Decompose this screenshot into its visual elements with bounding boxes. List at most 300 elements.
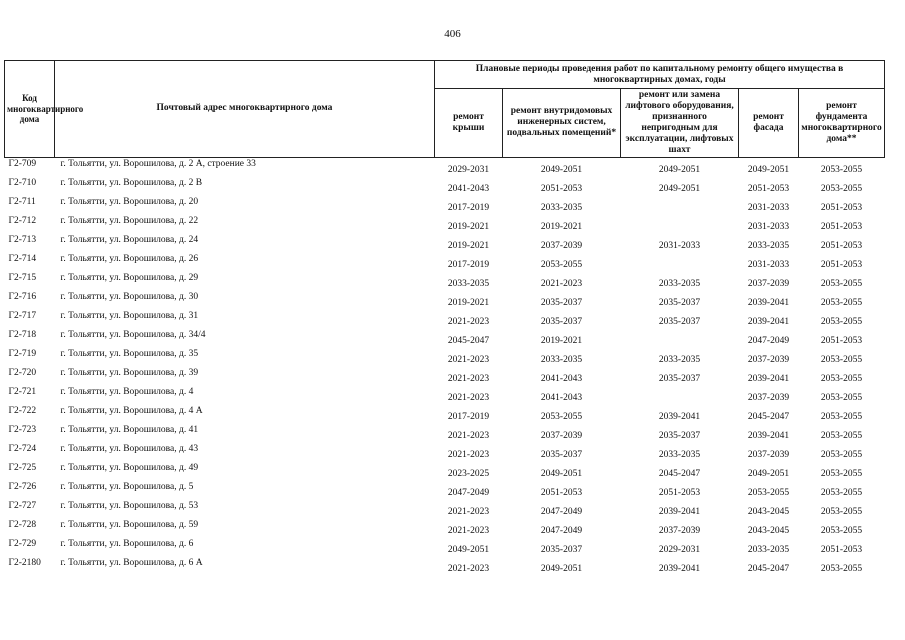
row-address-text: г. Тольятти, ул. Ворошилова, д. 5 [60,482,194,493]
row-facade-text: 2049-2051 [747,165,790,176]
row-code-text: Г2-719 [8,349,37,360]
row-roof [435,405,503,424]
row-code [5,538,55,557]
row-code-text: Г2-724 [8,444,37,455]
row-facade [739,157,799,177]
row-address-text: г. Тольятти, ул. Ворошилова, д. 43 [60,444,199,455]
row-elevator-text: 2031-2033 [658,241,701,252]
row-engineering [503,291,621,310]
row-foundation-text: 2053-2055 [820,469,863,480]
row-elevator [621,386,739,405]
row-address-text: г. Тольятти, ул. Ворошилова, д. 6 А [60,558,203,569]
row-address [55,157,435,177]
row-engineering [503,443,621,462]
row-roof [435,215,503,234]
row-address [55,177,435,196]
repair-schedule-table [4,60,885,576]
row-facade-text: 2037-2039 [747,355,790,366]
row-address-text: г. Тольятти, ул. Ворошилова, д. 30 [60,292,199,303]
table-row [5,405,885,424]
row-foundation-text: 2053-2055 [820,526,863,537]
row-facade-text: 2049-2051 [747,469,790,480]
row-elevator [621,500,739,519]
row-elevator [621,443,739,462]
row-address [55,386,435,405]
row-roof-text: 2047-2049 [447,488,490,499]
row-address-text: г. Тольятти, ул. Ворошилова, д. 31 [60,311,199,322]
row-engineering [503,481,621,500]
row-elevator [621,310,739,329]
row-elevator-text: 2035-2037 [658,431,701,442]
row-foundation [799,234,885,253]
table-row [5,253,885,272]
row-address [55,519,435,538]
row-foundation-text: 2053-2055 [820,488,863,499]
row-facade-text: 2037-2039 [747,450,790,461]
row-engineering-text: 2035-2037 [540,450,583,461]
row-address-text: г. Тольятти, ул. Ворошилова, д. 59 [60,520,199,531]
row-address [55,272,435,291]
row-foundation [799,177,885,196]
row-elevator [621,481,739,500]
row-code [5,500,55,519]
row-elevator-text: 2045-2047 [658,469,701,480]
row-engineering-text: 2047-2049 [540,507,583,518]
row-code [5,462,55,481]
row-address [55,481,435,500]
row-address-text: г. Тольятти, ул. Ворошилова, д. 20 [60,197,199,208]
row-address [55,253,435,272]
row-foundation [799,386,885,405]
row-engineering [503,272,621,291]
row-roof-text: 2017-2019 [447,260,490,271]
row-roof [435,367,503,386]
row-engineering-text: 2037-2039 [540,241,583,252]
row-roof-text: 2021-2023 [447,355,490,366]
row-roof [435,519,503,538]
row-elevator-text: 2033-2035 [658,355,701,366]
row-code [5,386,55,405]
row-foundation-text: 2051-2053 [820,241,863,252]
table-row [5,310,885,329]
header-elevator: ремонт или замена лифтового оборудования, признанного непригодным для эксплуатации, лифтовых шахт [621,89,739,158]
row-engineering-text: 2051-2053 [540,184,583,195]
row-roof-text: 2019-2021 [447,222,490,233]
row-address [55,424,435,443]
row-code-text: Г2-721 [8,387,37,398]
table-row [5,291,885,310]
table-row [5,500,885,519]
row-address-text: г. Тольятти, ул. Ворошилова, д. 4 [60,387,194,398]
row-facade [739,462,799,481]
row-facade [739,215,799,234]
row-facade [739,348,799,367]
row-address [55,348,435,367]
row-engineering-text: 2035-2037 [540,298,583,309]
row-code [5,557,55,576]
row-engineering-text: 2021-2023 [540,279,583,290]
row-engineering [503,234,621,253]
row-engineering [503,519,621,538]
row-elevator [621,557,739,576]
row-foundation-text: 2053-2055 [820,374,863,385]
table-row [5,367,885,386]
row-facade-text: 2037-2039 [747,279,790,290]
row-roof [435,196,503,215]
row-roof-text: 2021-2023 [447,317,490,328]
table-row [5,272,885,291]
row-roof-text: 2033-2035 [447,279,490,290]
row-address-text: г. Тольятти, ул. Ворошилова, д. 41 [60,425,199,436]
row-roof [435,234,503,253]
row-engineering [503,500,621,519]
row-address [55,329,435,348]
row-foundation [799,424,885,443]
row-foundation [799,348,885,367]
row-engineering-text: 2053-2055 [540,260,583,271]
table-row [5,157,885,177]
row-address [55,443,435,462]
row-code [5,157,55,177]
row-code-text: Г2-726 [8,482,37,493]
row-engineering-text: 2037-2039 [540,431,583,442]
row-roof-text: 2029-2031 [447,165,490,176]
row-elevator-text: 2033-2035 [658,279,701,290]
row-engineering [503,329,621,348]
row-code-text: Г2-727 [8,501,37,512]
row-foundation [799,557,885,576]
row-facade [739,310,799,329]
row-address [55,500,435,519]
row-code [5,177,55,196]
row-facade-text: 2039-2041 [747,374,790,385]
row-code [5,481,55,500]
table-row [5,538,885,557]
row-code [5,348,55,367]
row-engineering [503,386,621,405]
row-facade-text: 2039-2041 [747,317,790,328]
row-facade [739,519,799,538]
row-code [5,519,55,538]
header-foundation: ремонт фундамента многоквартирного дома** [799,89,885,158]
row-address-text: г. Тольятти, ул. Ворошилова, д. 22 [60,216,199,227]
row-elevator [621,367,739,386]
row-engineering-text: 2049-2051 [540,165,583,176]
row-foundation [799,481,885,500]
row-elevator [621,215,739,234]
row-address-text: г. Тольятти, ул. Ворошилова, д. 4 А [60,406,203,417]
row-facade [739,424,799,443]
table-row [5,519,885,538]
row-engineering-text: 2041-2043 [540,393,583,404]
row-address [55,405,435,424]
row-facade-text: 2031-2033 [747,260,790,271]
row-facade [739,234,799,253]
row-code [5,329,55,348]
row-engineering [503,215,621,234]
row-address-text: г. Тольятти, ул. Ворошилова, д. 2 В [60,178,203,189]
row-address-text: г. Тольятти, ул. Ворошилова, д. 49 [60,463,199,474]
table-row [5,177,885,196]
row-facade [739,329,799,348]
row-foundation-text: 2051-2053 [820,545,863,556]
row-foundation [799,443,885,462]
row-elevator-text: 2035-2037 [658,374,701,385]
row-code [5,272,55,291]
row-code-text: Г2-729 [8,539,37,550]
row-elevator [621,177,739,196]
row-facade-text: 2053-2055 [747,488,790,499]
table-row [5,481,885,500]
row-address [55,310,435,329]
row-roof [435,443,503,462]
row-roof-text: 2021-2023 [447,507,490,518]
row-foundation [799,329,885,348]
row-roof [435,462,503,481]
row-roof-text: 2019-2021 [447,241,490,252]
row-roof [435,329,503,348]
table-row [5,348,885,367]
row-code-text: Г2-711 [8,197,36,208]
row-elevator [621,519,739,538]
row-engineering-text: 2019-2021 [540,222,583,233]
row-foundation [799,310,885,329]
row-code-text: Г2-713 [8,235,37,246]
row-foundation-text: 2051-2053 [820,336,863,347]
row-engineering-text: 2035-2037 [540,545,583,556]
header-engineering: ремонт внутридомовых инженерных систем, подвальных помещений* [503,89,621,158]
row-elevator [621,538,739,557]
row-address-text: г. Тольятти, ул. Ворошилова, д. 26 [60,254,199,265]
row-foundation-text: 2053-2055 [820,431,863,442]
row-address-text: г. Тольятти, ул. Ворошилова, д. 39 [60,368,199,379]
header-facade: ремонт фасада [739,89,799,158]
row-engineering-text: 2049-2051 [540,564,583,575]
row-facade [739,405,799,424]
row-engineering-text: 2047-2049 [540,526,583,537]
row-elevator-text: 2039-2041 [658,564,701,575]
row-code-text: Г2-720 [8,368,37,379]
row-roof [435,386,503,405]
row-elevator-text: 2033-2035 [658,450,701,461]
row-foundation [799,538,885,557]
row-roof-text: 2021-2023 [447,564,490,575]
row-facade [739,291,799,310]
row-facade-text: 2051-2053 [747,184,790,195]
row-facade-text: 2037-2039 [747,393,790,404]
row-facade [739,196,799,215]
row-roof-text: 2021-2023 [447,393,490,404]
row-code-text: Г2-715 [8,273,37,284]
row-facade-text: 2031-2033 [747,222,790,233]
row-engineering [503,348,621,367]
row-roof [435,291,503,310]
row-facade [739,481,799,500]
table-row [5,329,885,348]
row-roof [435,538,503,557]
row-engineering [503,538,621,557]
row-code-text: Г2-722 [8,406,37,417]
row-roof [435,157,503,177]
row-address [55,367,435,386]
row-roof [435,310,503,329]
row-address [55,291,435,310]
row-roof [435,557,503,576]
row-foundation [799,253,885,272]
row-elevator [621,405,739,424]
row-engineering-text: 2041-2043 [540,374,583,385]
row-engineering [503,157,621,177]
row-roof [435,272,503,291]
row-code [5,424,55,443]
row-code-text: Г2-728 [8,520,37,531]
row-elevator-text: 2049-2051 [658,184,701,195]
row-roof-text: 2019-2021 [447,298,490,309]
row-elevator [621,291,739,310]
table-row [5,557,885,576]
row-code [5,443,55,462]
row-code [5,367,55,386]
row-address-text: г. Тольятти, ул. Ворошилова, д. 29 [60,273,199,284]
row-roof-text: 2017-2019 [447,412,490,423]
row-facade [739,443,799,462]
row-roof [435,177,503,196]
row-elevator-text: 2029-2031 [658,545,701,556]
row-address-text: г. Тольятти, ул. Ворошилова, д. 2 А, строение 33 [60,159,256,170]
row-foundation-text: 2053-2055 [820,393,863,404]
row-elevator-text: 2039-2041 [658,412,701,423]
row-engineering-text: 2033-2035 [540,203,583,214]
row-engineering-text: 2019-2021 [540,336,583,347]
row-foundation [799,157,885,177]
table-body [5,157,885,576]
row-foundation [799,215,885,234]
row-code-text: Г2-717 [8,311,37,322]
row-foundation-text: 2053-2055 [820,450,863,461]
row-code-text: Г2-709 [8,159,37,170]
row-address-text: г. Тольятти, ул. Ворошилова, д. 24 [60,235,199,246]
row-foundation-text: 2053-2055 [820,298,863,309]
header-roof: ремонт крыши [435,89,503,158]
row-engineering [503,424,621,443]
row-foundation [799,272,885,291]
row-engineering-text: 2051-2053 [540,488,583,499]
row-facade [739,367,799,386]
row-foundation-text: 2053-2055 [820,355,863,366]
row-code-text: Г2-718 [8,330,37,341]
row-elevator-text: 2035-2037 [658,317,701,328]
row-facade-text: 2031-2033 [747,203,790,214]
row-foundation [799,519,885,538]
row-facade [739,177,799,196]
row-roof [435,500,503,519]
row-address-text: г. Тольятти, ул. Ворошилова, д. 6 [60,539,194,550]
row-address [55,234,435,253]
page-number: 406 [444,28,461,40]
row-elevator [621,329,739,348]
row-code-text: Г2-723 [8,425,37,436]
row-engineering-text: 2049-2051 [540,469,583,480]
table-header [5,61,885,158]
row-facade-text: 2033-2035 [747,545,790,556]
row-address [55,215,435,234]
row-facade [739,386,799,405]
row-foundation-text: 2053-2055 [820,412,863,423]
row-facade-text: 2043-2045 [747,507,790,518]
row-facade-text: 2033-2035 [747,241,790,252]
row-address [55,462,435,481]
row-code-text: Г2-716 [8,292,37,303]
row-code-text: Г2-712 [8,216,37,227]
row-foundation-text: 2051-2053 [820,222,863,233]
table-row [5,215,885,234]
row-engineering [503,557,621,576]
row-engineering-text: 2035-2037 [540,317,583,328]
row-address-text: г. Тольятти, ул. Ворошилова, д. 53 [60,501,199,512]
row-facade-text: 2039-2041 [747,431,790,442]
table-row [5,443,885,462]
row-foundation-text: 2053-2055 [820,165,863,176]
row-roof-text: 2017-2019 [447,203,490,214]
row-foundation-text: 2053-2055 [820,564,863,575]
row-elevator [621,157,739,177]
row-foundation [799,196,885,215]
row-address [55,557,435,576]
row-code [5,310,55,329]
row-engineering [503,196,621,215]
table-row [5,424,885,443]
row-foundation [799,291,885,310]
table-row [5,234,885,253]
row-elevator-text: 2051-2053 [658,488,701,499]
row-facade-text: 2039-2041 [747,298,790,309]
row-roof-text: 2021-2023 [447,374,490,385]
header-periods-group: Плановые периоды проведения работ по капитальному ремонту общего имущества в многоквартирных домах, годы [435,61,885,89]
header-address: Почтовый адрес многоквартирного дома [55,61,435,158]
row-foundation-text: 2051-2053 [820,203,863,214]
row-elevator-text: 2049-2051 [658,165,701,176]
row-engineering-text: 2033-2035 [540,355,583,366]
row-code-text: Г2-714 [8,254,37,265]
row-code [5,234,55,253]
row-address [55,196,435,215]
table-row [5,386,885,405]
row-foundation [799,500,885,519]
row-engineering [503,253,621,272]
row-facade-text: 2043-2045 [747,526,790,537]
row-roof-text: 2049-2051 [447,545,490,556]
row-code [5,291,55,310]
row-foundation [799,405,885,424]
row-elevator-text: 2039-2041 [658,507,701,518]
row-elevator [621,424,739,443]
row-code-text: Г2-2180 [8,558,41,569]
row-roof-text: 2021-2023 [447,431,490,442]
row-elevator-text: 2037-2039 [658,526,701,537]
row-foundation-text: 2053-2055 [820,317,863,328]
row-code-text: Г2-710 [8,178,37,189]
row-engineering [503,177,621,196]
row-engineering [503,367,621,386]
row-code-text: Г2-725 [8,463,37,474]
row-roof-text: 2045-2047 [447,336,490,347]
row-engineering [503,310,621,329]
row-engineering-text: 2053-2055 [540,412,583,423]
row-facade-text: 2047-2049 [747,336,790,347]
row-foundation-text: 2053-2055 [820,507,863,518]
row-address-text: г. Тольятти, ул. Ворошилова, д. 34/4 [60,330,206,341]
row-foundation [799,462,885,481]
